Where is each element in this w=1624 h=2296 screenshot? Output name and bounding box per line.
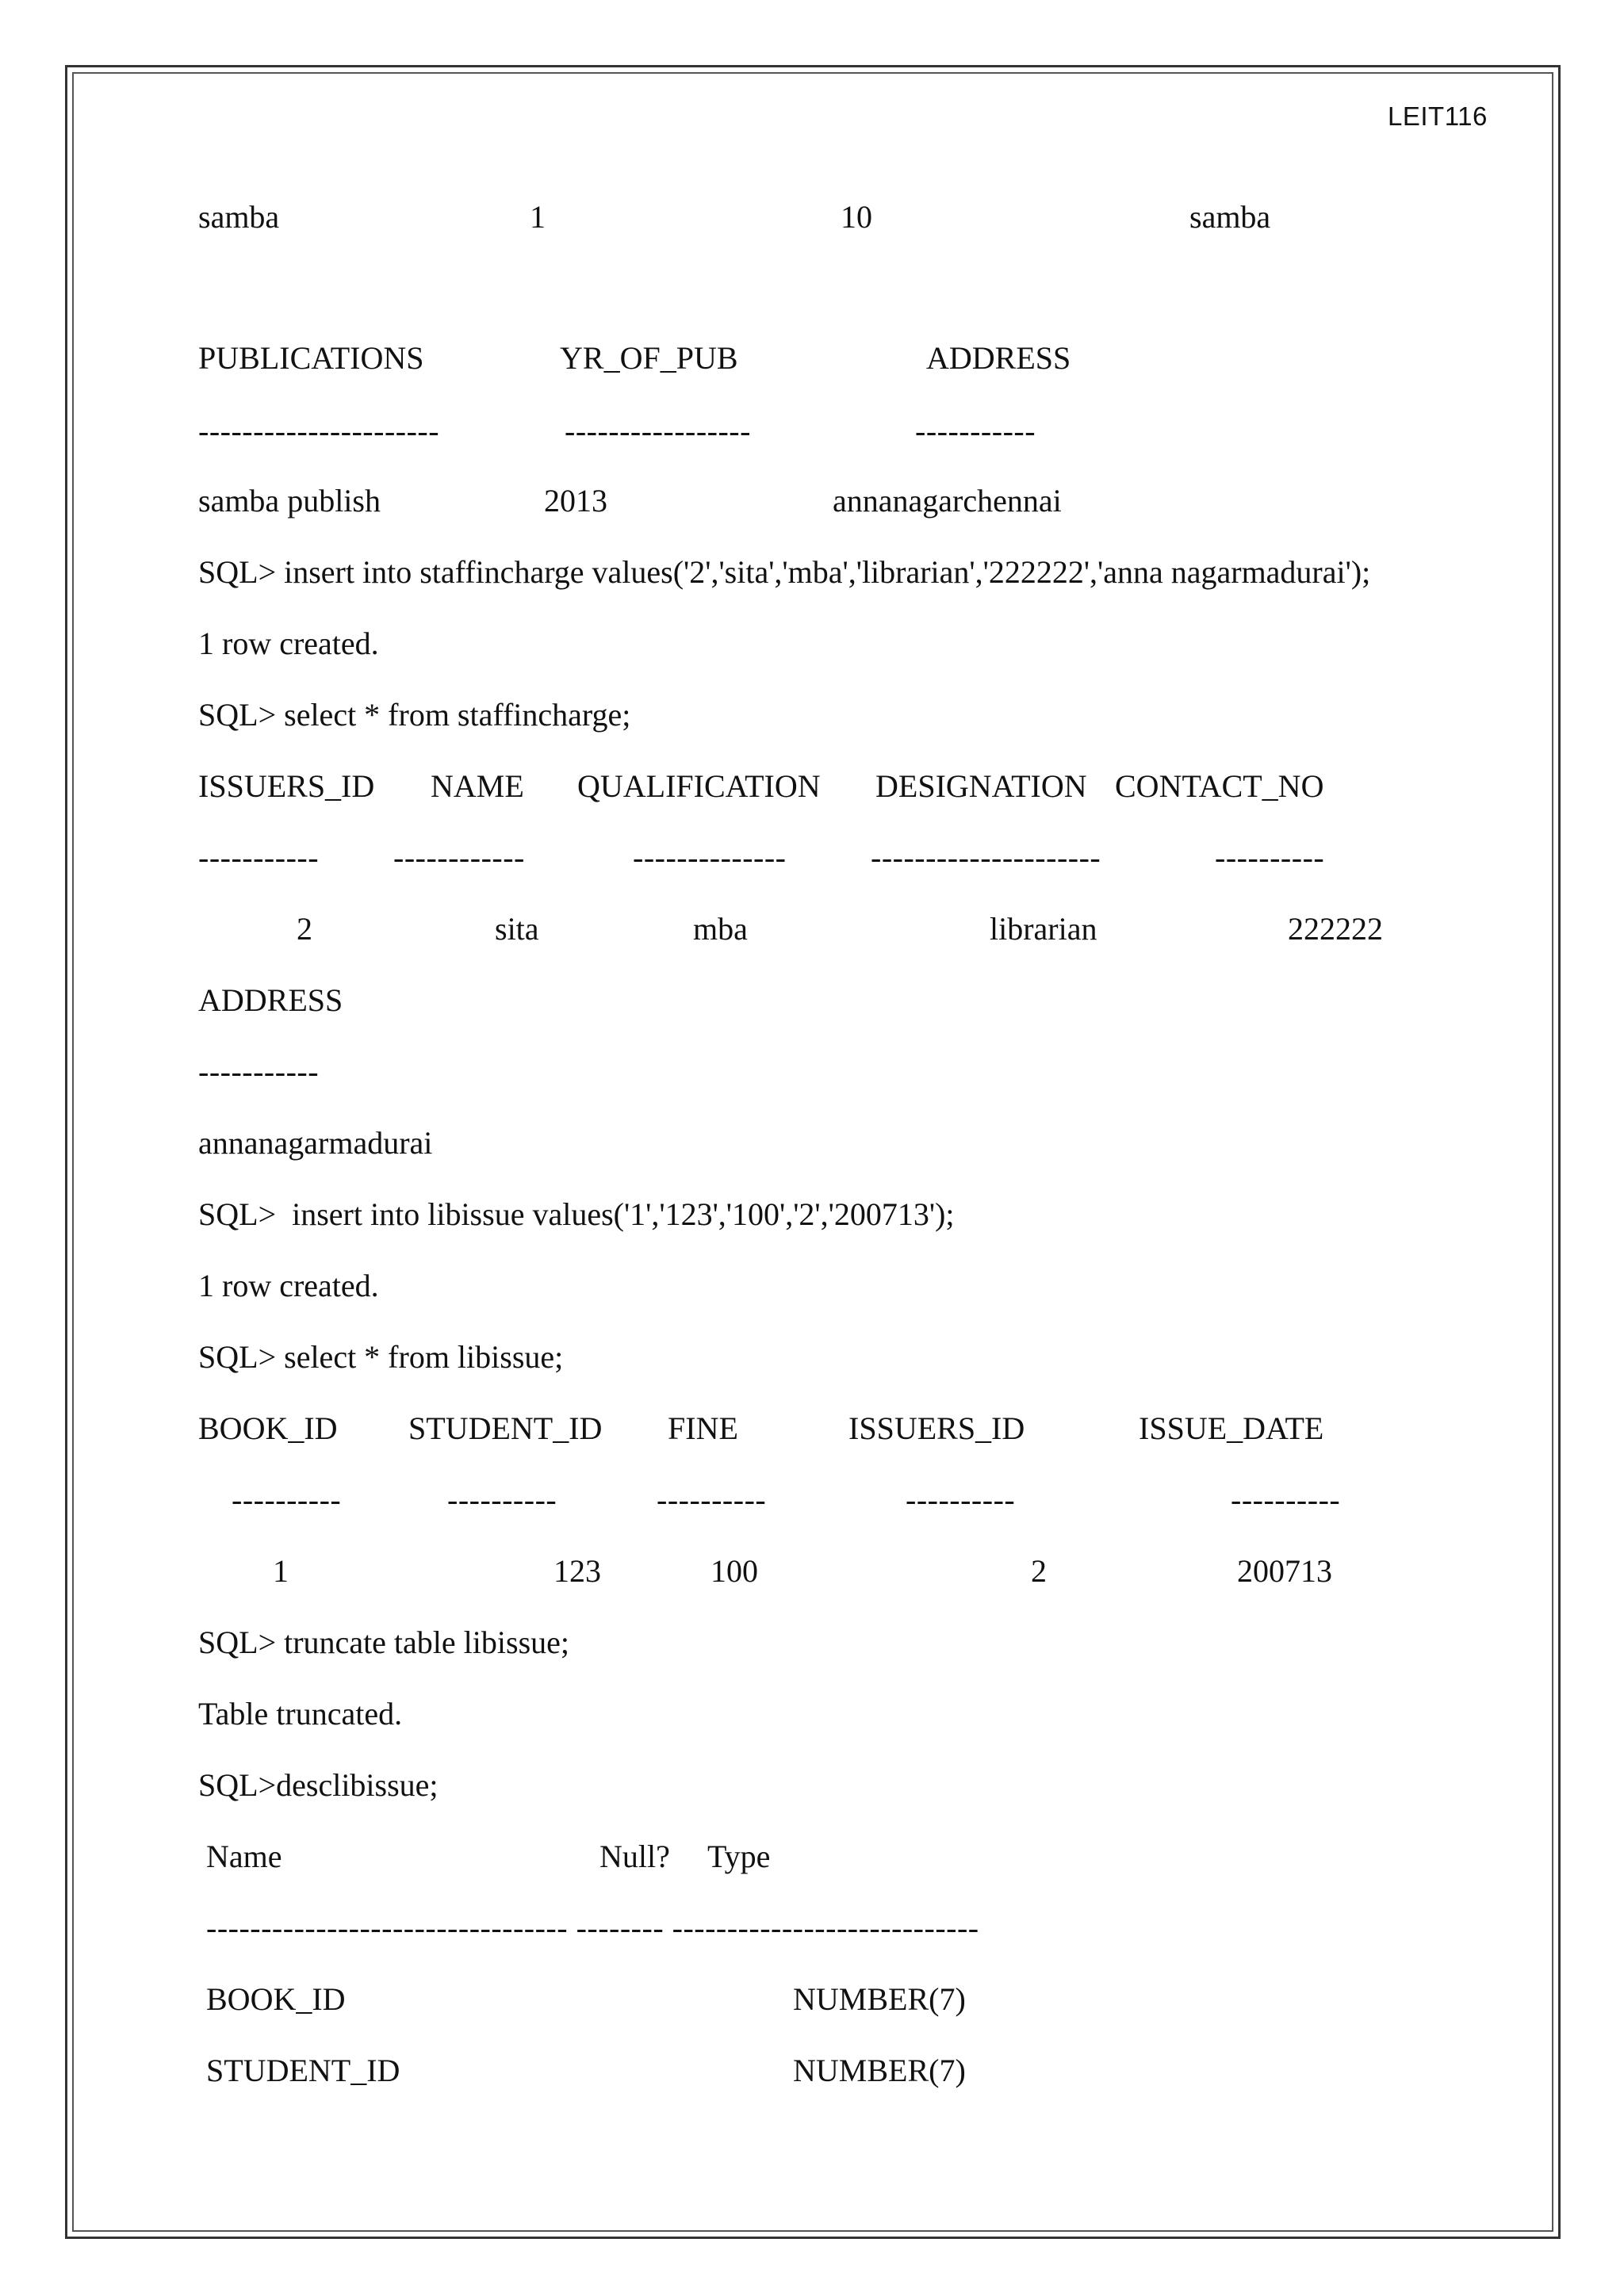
table-cell: 200713 xyxy=(1237,1553,1332,1589)
column-header: NAME xyxy=(431,768,524,804)
table-cell: mba xyxy=(693,911,748,947)
document-code: LEIT116 xyxy=(1388,101,1488,131)
table-cell: NUMBER(7) xyxy=(793,2053,966,2088)
column-header: PUBLICATIONS xyxy=(198,340,424,376)
column-header: BOOK_ID xyxy=(198,1410,338,1446)
column-separator: ---------- xyxy=(1231,1482,1341,1517)
sql-statement: SQL> truncate table libissue; xyxy=(198,1624,570,1660)
column-separator: ---------- xyxy=(232,1482,342,1517)
column-header: ISSUERS_ID xyxy=(198,768,375,804)
sql-statement: SQL> select * from libissue; xyxy=(198,1339,564,1375)
column-header: Name xyxy=(206,1839,282,1874)
table-cell: 2013 xyxy=(544,483,607,519)
column-header: FINE xyxy=(668,1410,738,1446)
column-separator: ------------ xyxy=(393,840,525,875)
column-separator: -------------- xyxy=(633,840,787,875)
column-header: QUALIFICATION xyxy=(577,768,821,804)
table-cell: 1 xyxy=(273,1553,289,1589)
column-separator: ---------------------- xyxy=(198,413,440,449)
column-header: ADDRESS xyxy=(926,340,1071,376)
column-header: STUDENT_ID xyxy=(408,1410,603,1446)
column-header: ADDRESS xyxy=(198,982,343,1018)
table-cell: librarian xyxy=(990,911,1097,947)
sql-message: Table truncated. xyxy=(198,1696,403,1732)
column-separator: ---------- xyxy=(447,1482,557,1517)
text-cell: samba xyxy=(1189,199,1271,235)
table-cell: annanagarmadurai xyxy=(198,1125,433,1161)
table-cell: STUDENT_ID xyxy=(206,2053,400,2088)
text-cell: 10 xyxy=(841,199,872,235)
sql-statement: SQL> insert into libissue values('1','123','100','2','200713'); xyxy=(198,1196,955,1232)
column-header: ISSUE_DATE xyxy=(1139,1410,1324,1446)
column-separator: ----------- xyxy=(198,1054,320,1089)
table-cell: 123 xyxy=(553,1553,601,1589)
sql-statement: SQL> insert into staffincharge values('2','sita','mba','librarian','222222','anna nagarmadurai'); xyxy=(198,554,1371,590)
column-separator: --------------------- xyxy=(871,840,1101,875)
table-cell: 2 xyxy=(1031,1553,1047,1589)
sql-message: 1 row created. xyxy=(198,626,379,661)
table-cell: 222222 xyxy=(1288,911,1383,947)
column-separator: --------------------------------- -------- ---------------------------- xyxy=(206,1910,979,1946)
column-separator: ----------- xyxy=(915,413,1036,449)
column-separator: ----------- xyxy=(198,840,320,875)
sql-statement: SQL>desclibissue; xyxy=(198,1767,439,1803)
table-cell: 100 xyxy=(710,1553,758,1589)
column-header: ISSUERS_ID xyxy=(848,1410,1025,1446)
text-cell: 1 xyxy=(530,199,546,235)
column-header: Type xyxy=(707,1839,771,1874)
column-separator: ----------------- xyxy=(565,413,751,449)
table-cell: NUMBER(7) xyxy=(793,1981,966,2017)
column-header: DESIGNATION xyxy=(875,768,1087,804)
text-cell: samba xyxy=(198,199,280,235)
table-cell: 2 xyxy=(297,911,312,947)
column-separator: ---------- xyxy=(657,1482,767,1517)
sql-statement: SQL> select * from staffincharge; xyxy=(198,697,631,733)
table-cell: BOOK_ID xyxy=(206,1981,346,2017)
table-cell: sita xyxy=(495,911,539,947)
column-header: CONTACT_NO xyxy=(1115,768,1324,804)
column-header: Null? xyxy=(599,1839,670,1874)
sql-message: 1 row created. xyxy=(198,1268,379,1303)
column-separator: ---------- xyxy=(1215,840,1325,875)
column-header: YR_OF_PUB xyxy=(560,340,738,376)
table-cell: annanagarchennai xyxy=(833,483,1062,519)
table-cell: samba publish xyxy=(198,483,381,519)
column-separator: ---------- xyxy=(906,1482,1016,1517)
